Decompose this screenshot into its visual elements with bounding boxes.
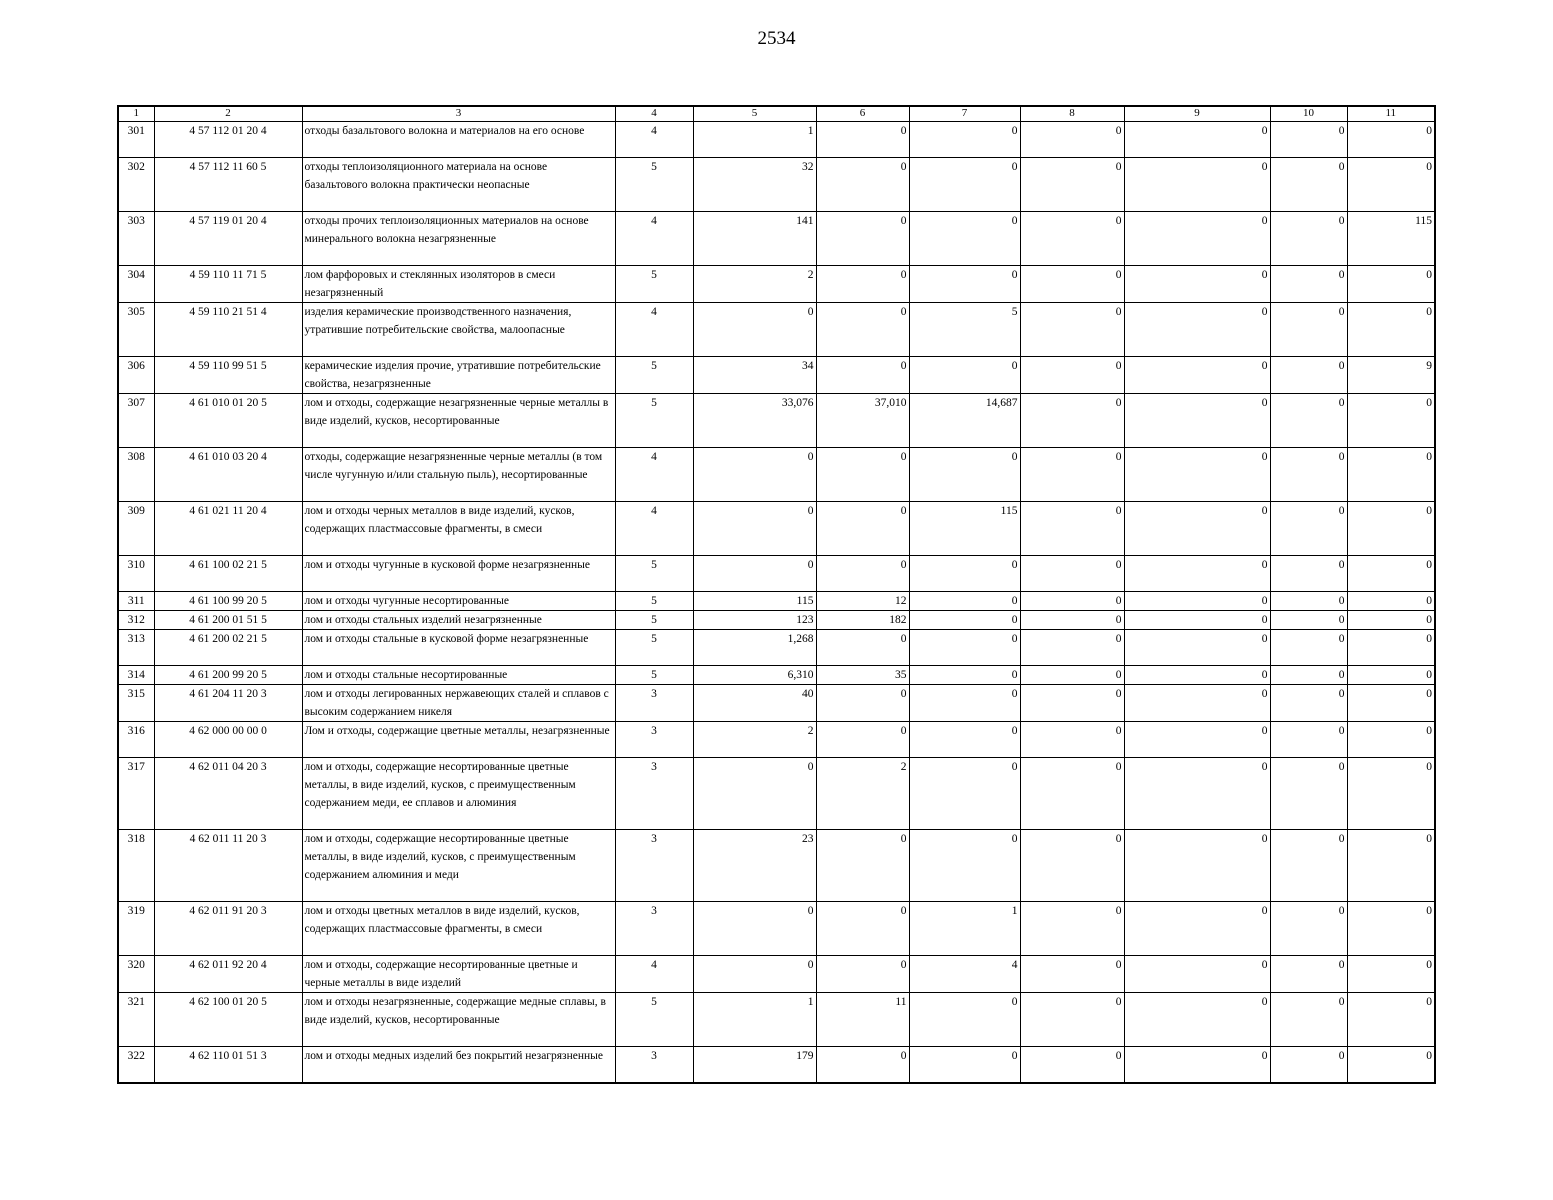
- value-col-5: 1,268: [693, 630, 816, 666]
- value-col-11: 0: [1347, 394, 1435, 448]
- hazard-class: 5: [615, 611, 693, 630]
- value-col-5: 0: [693, 956, 816, 993]
- value-col-5: 123: [693, 611, 816, 630]
- waste-description: лом и отходы черных металлов в виде изделий, кусков, содержащих пластмассовые фрагменты, в смеси: [302, 502, 615, 556]
- waste-description: керамические изделия прочие, утратившие потребительские свойства, незагрязненные: [302, 357, 615, 394]
- waste-code: 4 59 110 21 51 4: [154, 303, 302, 357]
- hazard-class: 5: [615, 592, 693, 611]
- value-col-8: 0: [1020, 158, 1124, 212]
- value-col-8: 0: [1020, 830, 1124, 902]
- value-col-7: 0: [909, 122, 1020, 158]
- value-col-8: 0: [1020, 592, 1124, 611]
- row-number: 305: [118, 303, 154, 357]
- value-col-11: 0: [1347, 448, 1435, 502]
- hazard-class: 5: [615, 630, 693, 666]
- waste-description: лом и отходы, содержащие несортированные цветные и черные металлы в виде изделий: [302, 956, 615, 993]
- column-header-9: 9: [1124, 106, 1270, 122]
- value-col-9: 0: [1124, 303, 1270, 357]
- value-col-9: 0: [1124, 122, 1270, 158]
- value-col-9: 0: [1124, 666, 1270, 685]
- value-col-11: 0: [1347, 611, 1435, 630]
- value-col-9: 0: [1124, 611, 1270, 630]
- table-row: [118, 266, 1435, 303]
- hazard-class: 5: [615, 556, 693, 592]
- hazard-class: 4: [615, 448, 693, 502]
- value-col-8: 0: [1020, 212, 1124, 266]
- value-col-10: 0: [1270, 1047, 1347, 1083]
- waste-description: Лом и отходы, содержащие цветные металлы, незагрязненные: [302, 722, 615, 758]
- table-row: [118, 592, 1435, 611]
- waste-description: отходы теплоизоляционного материала на основе базальтового волокна практически неопасные: [302, 158, 615, 212]
- waste-description: лом и отходы стальные в кусковой форме незагрязненные: [302, 630, 615, 666]
- value-col-9: 0: [1124, 592, 1270, 611]
- value-col-10: 0: [1270, 666, 1347, 685]
- value-col-7: 0: [909, 722, 1020, 758]
- waste-description: лом и отходы цветных металлов в виде изделий, кусков, содержащих пластмассовые фрагменты, в смеси: [302, 902, 615, 956]
- value-col-10: 0: [1270, 902, 1347, 956]
- table-row: [118, 212, 1435, 266]
- value-col-11: 0: [1347, 556, 1435, 592]
- hazard-class: 3: [615, 1047, 693, 1083]
- waste-description: лом и отходы, содержащие незагрязненные черные металлы в виде изделий, кусков, несортированные: [302, 394, 615, 448]
- value-col-9: 0: [1124, 448, 1270, 502]
- value-col-6: 0: [816, 685, 909, 722]
- value-col-11: 0: [1347, 993, 1435, 1047]
- value-col-7: 4: [909, 956, 1020, 993]
- value-col-11: 0: [1347, 830, 1435, 902]
- value-col-11: 0: [1347, 158, 1435, 212]
- waste-code: 4 61 204 11 20 3: [154, 685, 302, 722]
- value-col-5: 0: [693, 502, 816, 556]
- value-col-6: 37,010: [816, 394, 909, 448]
- waste-code: 4 61 010 03 20 4: [154, 448, 302, 502]
- waste-description: отходы прочих теплоизоляционных материалов на основе минерального волокна незагрязненные: [302, 212, 615, 266]
- table-row: [118, 303, 1435, 357]
- row-number: 309: [118, 502, 154, 556]
- value-col-6: 35: [816, 666, 909, 685]
- value-col-11: 115: [1347, 212, 1435, 266]
- value-col-6: 0: [816, 303, 909, 357]
- value-col-9: 0: [1124, 212, 1270, 266]
- table-row: [118, 448, 1435, 502]
- value-col-10: 0: [1270, 956, 1347, 993]
- value-col-5: 179: [693, 1047, 816, 1083]
- hazard-class: 4: [615, 502, 693, 556]
- row-number: 311: [118, 592, 154, 611]
- value-col-9: 0: [1124, 685, 1270, 722]
- value-col-10: 0: [1270, 758, 1347, 830]
- value-col-9: 0: [1124, 758, 1270, 830]
- value-col-11: 0: [1347, 666, 1435, 685]
- waste-code: 4 62 100 01 20 5: [154, 993, 302, 1047]
- value-col-8: 0: [1020, 956, 1124, 993]
- value-col-11: 0: [1347, 1047, 1435, 1083]
- hazard-class: 5: [615, 158, 693, 212]
- value-col-11: 0: [1347, 685, 1435, 722]
- waste-description: отходы базальтового волокна и материалов на его основе: [302, 122, 615, 158]
- row-number: 310: [118, 556, 154, 592]
- value-col-6: 0: [816, 556, 909, 592]
- value-col-11: 9: [1347, 357, 1435, 394]
- row-number: 322: [118, 1047, 154, 1083]
- value-col-7: 0: [909, 158, 1020, 212]
- column-header-6: 6: [816, 106, 909, 122]
- value-col-7: 0: [909, 592, 1020, 611]
- value-col-8: 0: [1020, 1047, 1124, 1083]
- waste-code: 4 62 011 92 20 4: [154, 956, 302, 993]
- row-number: 301: [118, 122, 154, 158]
- value-col-6: 0: [816, 502, 909, 556]
- row-number: 320: [118, 956, 154, 993]
- value-col-8: 0: [1020, 556, 1124, 592]
- value-col-11: 0: [1347, 266, 1435, 303]
- column-header-8: 8: [1020, 106, 1124, 122]
- value-col-9: 0: [1124, 502, 1270, 556]
- value-col-5: 6,310: [693, 666, 816, 685]
- waste-code: 4 59 110 99 51 5: [154, 357, 302, 394]
- waste-code: 4 62 110 01 51 3: [154, 1047, 302, 1083]
- waste-table: [117, 105, 1436, 1084]
- value-col-9: 0: [1124, 902, 1270, 956]
- table-row: [118, 611, 1435, 630]
- value-col-6: 0: [816, 212, 909, 266]
- value-col-8: 0: [1020, 666, 1124, 685]
- value-col-11: 0: [1347, 902, 1435, 956]
- value-col-9: 0: [1124, 956, 1270, 993]
- value-col-10: 0: [1270, 502, 1347, 556]
- value-col-5: 115: [693, 592, 816, 611]
- column-header-5: 5: [693, 106, 816, 122]
- value-col-6: 11: [816, 993, 909, 1047]
- row-number: 315: [118, 685, 154, 722]
- table-row: [118, 666, 1435, 685]
- value-col-8: 0: [1020, 722, 1124, 758]
- waste-code: 4 57 119 01 20 4: [154, 212, 302, 266]
- waste-code: 4 61 010 01 20 5: [154, 394, 302, 448]
- value-col-5: 33,076: [693, 394, 816, 448]
- value-col-9: 0: [1124, 158, 1270, 212]
- value-col-10: 0: [1270, 592, 1347, 611]
- value-col-7: 14,687: [909, 394, 1020, 448]
- value-col-7: 0: [909, 266, 1020, 303]
- row-number: 302: [118, 158, 154, 212]
- waste-code: 4 61 100 02 21 5: [154, 556, 302, 592]
- waste-code: 4 57 112 11 60 5: [154, 158, 302, 212]
- hazard-class: 5: [615, 266, 693, 303]
- value-col-8: 0: [1020, 394, 1124, 448]
- value-col-5: 2: [693, 266, 816, 303]
- waste-description: отходы, содержащие незагрязненные черные металлы (в том числе чугунную и/или стальную пыль), несортированные: [302, 448, 615, 502]
- column-header-10: 10: [1270, 106, 1347, 122]
- value-col-6: 0: [816, 158, 909, 212]
- waste-code: 4 57 112 01 20 4: [154, 122, 302, 158]
- row-number: 312: [118, 611, 154, 630]
- value-col-10: 0: [1270, 266, 1347, 303]
- value-col-8: 0: [1020, 630, 1124, 666]
- value-col-6: 0: [816, 722, 909, 758]
- value-col-11: 0: [1347, 122, 1435, 158]
- value-col-8: 0: [1020, 122, 1124, 158]
- waste-code: 4 61 200 99 20 5: [154, 666, 302, 685]
- table-row: [118, 956, 1435, 993]
- value-col-11: 0: [1347, 502, 1435, 556]
- table-row: [118, 394, 1435, 448]
- value-col-9: 0: [1124, 1047, 1270, 1083]
- value-col-7: 0: [909, 448, 1020, 502]
- table-row: [118, 357, 1435, 394]
- value-col-9: 0: [1124, 993, 1270, 1047]
- hazard-class: 4: [615, 122, 693, 158]
- waste-description: лом и отходы чугунные несортированные: [302, 592, 615, 611]
- waste-description: изделия керамические производственного назначения, утратившие потребительские свойства, малоопасные: [302, 303, 615, 357]
- value-col-10: 0: [1270, 158, 1347, 212]
- waste-code: 4 61 100 99 20 5: [154, 592, 302, 611]
- waste-description: лом и отходы, содержащие несортированные цветные металлы, в виде изделий, кусков, с преимущественным содержанием алюминия и меди: [302, 830, 615, 902]
- hazard-class: 4: [615, 303, 693, 357]
- value-col-6: 0: [816, 902, 909, 956]
- value-col-5: 0: [693, 758, 816, 830]
- table-row: [118, 502, 1435, 556]
- value-col-8: 0: [1020, 502, 1124, 556]
- value-col-7: 0: [909, 666, 1020, 685]
- value-col-7: 0: [909, 611, 1020, 630]
- waste-description: лом и отходы чугунные в кусковой форме незагрязненные: [302, 556, 615, 592]
- table-row: [118, 902, 1435, 956]
- value-col-6: 182: [816, 611, 909, 630]
- value-col-10: 0: [1270, 212, 1347, 266]
- value-col-7: 1: [909, 902, 1020, 956]
- hazard-class: 4: [615, 956, 693, 993]
- row-number: 303: [118, 212, 154, 266]
- value-col-6: 0: [816, 956, 909, 993]
- value-col-6: 0: [816, 122, 909, 158]
- waste-code: 4 61 200 01 51 5: [154, 611, 302, 630]
- column-header-4: 4: [615, 106, 693, 122]
- hazard-class: 3: [615, 902, 693, 956]
- row-number: 313: [118, 630, 154, 666]
- value-col-10: 0: [1270, 993, 1347, 1047]
- table-row: [118, 158, 1435, 212]
- value-col-8: 0: [1020, 357, 1124, 394]
- value-col-9: 0: [1124, 556, 1270, 592]
- value-col-7: 0: [909, 556, 1020, 592]
- hazard-class: 5: [615, 993, 693, 1047]
- value-col-7: 0: [909, 758, 1020, 830]
- value-col-10: 0: [1270, 556, 1347, 592]
- value-col-5: 1: [693, 993, 816, 1047]
- value-col-10: 0: [1270, 357, 1347, 394]
- value-col-9: 0: [1124, 630, 1270, 666]
- value-col-6: 0: [816, 630, 909, 666]
- value-col-11: 0: [1347, 630, 1435, 666]
- page-number: 2534: [757, 28, 796, 49]
- value-col-9: 0: [1124, 357, 1270, 394]
- value-col-11: 0: [1347, 722, 1435, 758]
- value-col-9: 0: [1124, 394, 1270, 448]
- table-row: [118, 685, 1435, 722]
- waste-description: лом и отходы, содержащие несортированные цветные металлы, в виде изделий, кусков, с преимущественным содержанием меди, ее сплавов и алюминия: [302, 758, 615, 830]
- value-col-5: 0: [693, 556, 816, 592]
- value-col-5: 2: [693, 722, 816, 758]
- value-col-8: 0: [1020, 266, 1124, 303]
- value-col-10: 0: [1270, 303, 1347, 357]
- value-col-7: 0: [909, 630, 1020, 666]
- value-col-5: 23: [693, 830, 816, 902]
- value-col-10: 0: [1270, 685, 1347, 722]
- row-number: 308: [118, 448, 154, 502]
- value-col-6: 0: [816, 448, 909, 502]
- waste-code: 4 61 021 11 20 4: [154, 502, 302, 556]
- hazard-class: 3: [615, 830, 693, 902]
- value-col-10: 0: [1270, 122, 1347, 158]
- value-col-10: 0: [1270, 394, 1347, 448]
- hazard-class: 3: [615, 722, 693, 758]
- value-col-11: 0: [1347, 303, 1435, 357]
- value-col-10: 0: [1270, 611, 1347, 630]
- value-col-9: 0: [1124, 830, 1270, 902]
- value-col-8: 0: [1020, 758, 1124, 830]
- row-number: 307: [118, 394, 154, 448]
- table-row: [118, 830, 1435, 902]
- value-col-8: 0: [1020, 685, 1124, 722]
- value-col-5: 32: [693, 158, 816, 212]
- column-header-3: 3: [302, 106, 615, 122]
- row-number: 317: [118, 758, 154, 830]
- value-col-6: 2: [816, 758, 909, 830]
- column-header-11: 11: [1347, 106, 1435, 122]
- hazard-class: 4: [615, 212, 693, 266]
- value-col-8: 0: [1020, 993, 1124, 1047]
- header-row: [118, 106, 1435, 122]
- value-col-11: 0: [1347, 592, 1435, 611]
- value-col-7: 0: [909, 1047, 1020, 1083]
- waste-description: лом и отходы легированных нержавеющих сталей и сплавов с высоким содержанием никеля: [302, 685, 615, 722]
- row-number: 306: [118, 357, 154, 394]
- hazard-class: 3: [615, 758, 693, 830]
- value-col-6: 12: [816, 592, 909, 611]
- value-col-9: 0: [1124, 722, 1270, 758]
- value-col-5: 40: [693, 685, 816, 722]
- value-col-9: 0: [1124, 266, 1270, 303]
- waste-code: 4 62 011 04 20 3: [154, 758, 302, 830]
- waste-code: 4 59 110 11 71 5: [154, 266, 302, 303]
- hazard-class: 5: [615, 394, 693, 448]
- waste-code: 4 61 200 02 21 5: [154, 630, 302, 666]
- value-col-8: 0: [1020, 902, 1124, 956]
- value-col-7: 0: [909, 830, 1020, 902]
- row-number: 316: [118, 722, 154, 758]
- waste-code: 4 62 011 11 20 3: [154, 830, 302, 902]
- value-col-6: 0: [816, 830, 909, 902]
- hazard-class: 3: [615, 685, 693, 722]
- value-col-7: 0: [909, 357, 1020, 394]
- row-number: 319: [118, 902, 154, 956]
- value-col-6: 0: [816, 357, 909, 394]
- row-number: 304: [118, 266, 154, 303]
- value-col-10: 0: [1270, 722, 1347, 758]
- value-col-7: 0: [909, 685, 1020, 722]
- waste-description: лом и отходы незагрязненные, содержащие медные сплавы, в виде изделий, кусков, несортированные: [302, 993, 615, 1047]
- value-col-8: 0: [1020, 611, 1124, 630]
- value-col-11: 0: [1347, 956, 1435, 993]
- table-row: [118, 722, 1435, 758]
- table-row: [118, 758, 1435, 830]
- table-row: [118, 630, 1435, 666]
- value-col-5: 1: [693, 122, 816, 158]
- hazard-class: 5: [615, 666, 693, 685]
- waste-description: лом и отходы стальных изделий незагрязненные: [302, 611, 615, 630]
- table-row: [118, 122, 1435, 158]
- value-col-10: 0: [1270, 448, 1347, 502]
- column-header-7: 7: [909, 106, 1020, 122]
- value-col-8: 0: [1020, 448, 1124, 502]
- row-number: 321: [118, 993, 154, 1047]
- value-col-7: 0: [909, 993, 1020, 1047]
- value-col-7: 5: [909, 303, 1020, 357]
- value-col-6: 0: [816, 1047, 909, 1083]
- waste-code: 4 62 011 91 20 3: [154, 902, 302, 956]
- value-col-7: 115: [909, 502, 1020, 556]
- value-col-5: 0: [693, 902, 816, 956]
- table-row: [118, 993, 1435, 1047]
- value-col-10: 0: [1270, 830, 1347, 902]
- value-col-5: 34: [693, 357, 816, 394]
- value-col-6: 0: [816, 266, 909, 303]
- value-col-5: 0: [693, 303, 816, 357]
- table-row: [118, 556, 1435, 592]
- table-row: [118, 1047, 1435, 1083]
- hazard-class: 5: [615, 357, 693, 394]
- value-col-5: 141: [693, 212, 816, 266]
- row-number: 314: [118, 666, 154, 685]
- value-col-11: 0: [1347, 758, 1435, 830]
- column-header-1: 1: [118, 106, 154, 122]
- column-header-2: 2: [154, 106, 302, 122]
- waste-description: лом и отходы стальные несортированные: [302, 666, 615, 685]
- value-col-8: 0: [1020, 303, 1124, 357]
- value-col-5: 0: [693, 448, 816, 502]
- waste-description: лом и отходы медных изделий без покрытий незагрязненные: [302, 1047, 615, 1083]
- value-col-10: 0: [1270, 630, 1347, 666]
- table-body: [118, 122, 1435, 1083]
- value-col-7: 0: [909, 212, 1020, 266]
- waste-code: 4 62 000 00 00 0: [154, 722, 302, 758]
- row-number: 318: [118, 830, 154, 902]
- waste-description: лом фарфоровых и стеклянных изоляторов в смеси незагрязненный: [302, 266, 615, 303]
